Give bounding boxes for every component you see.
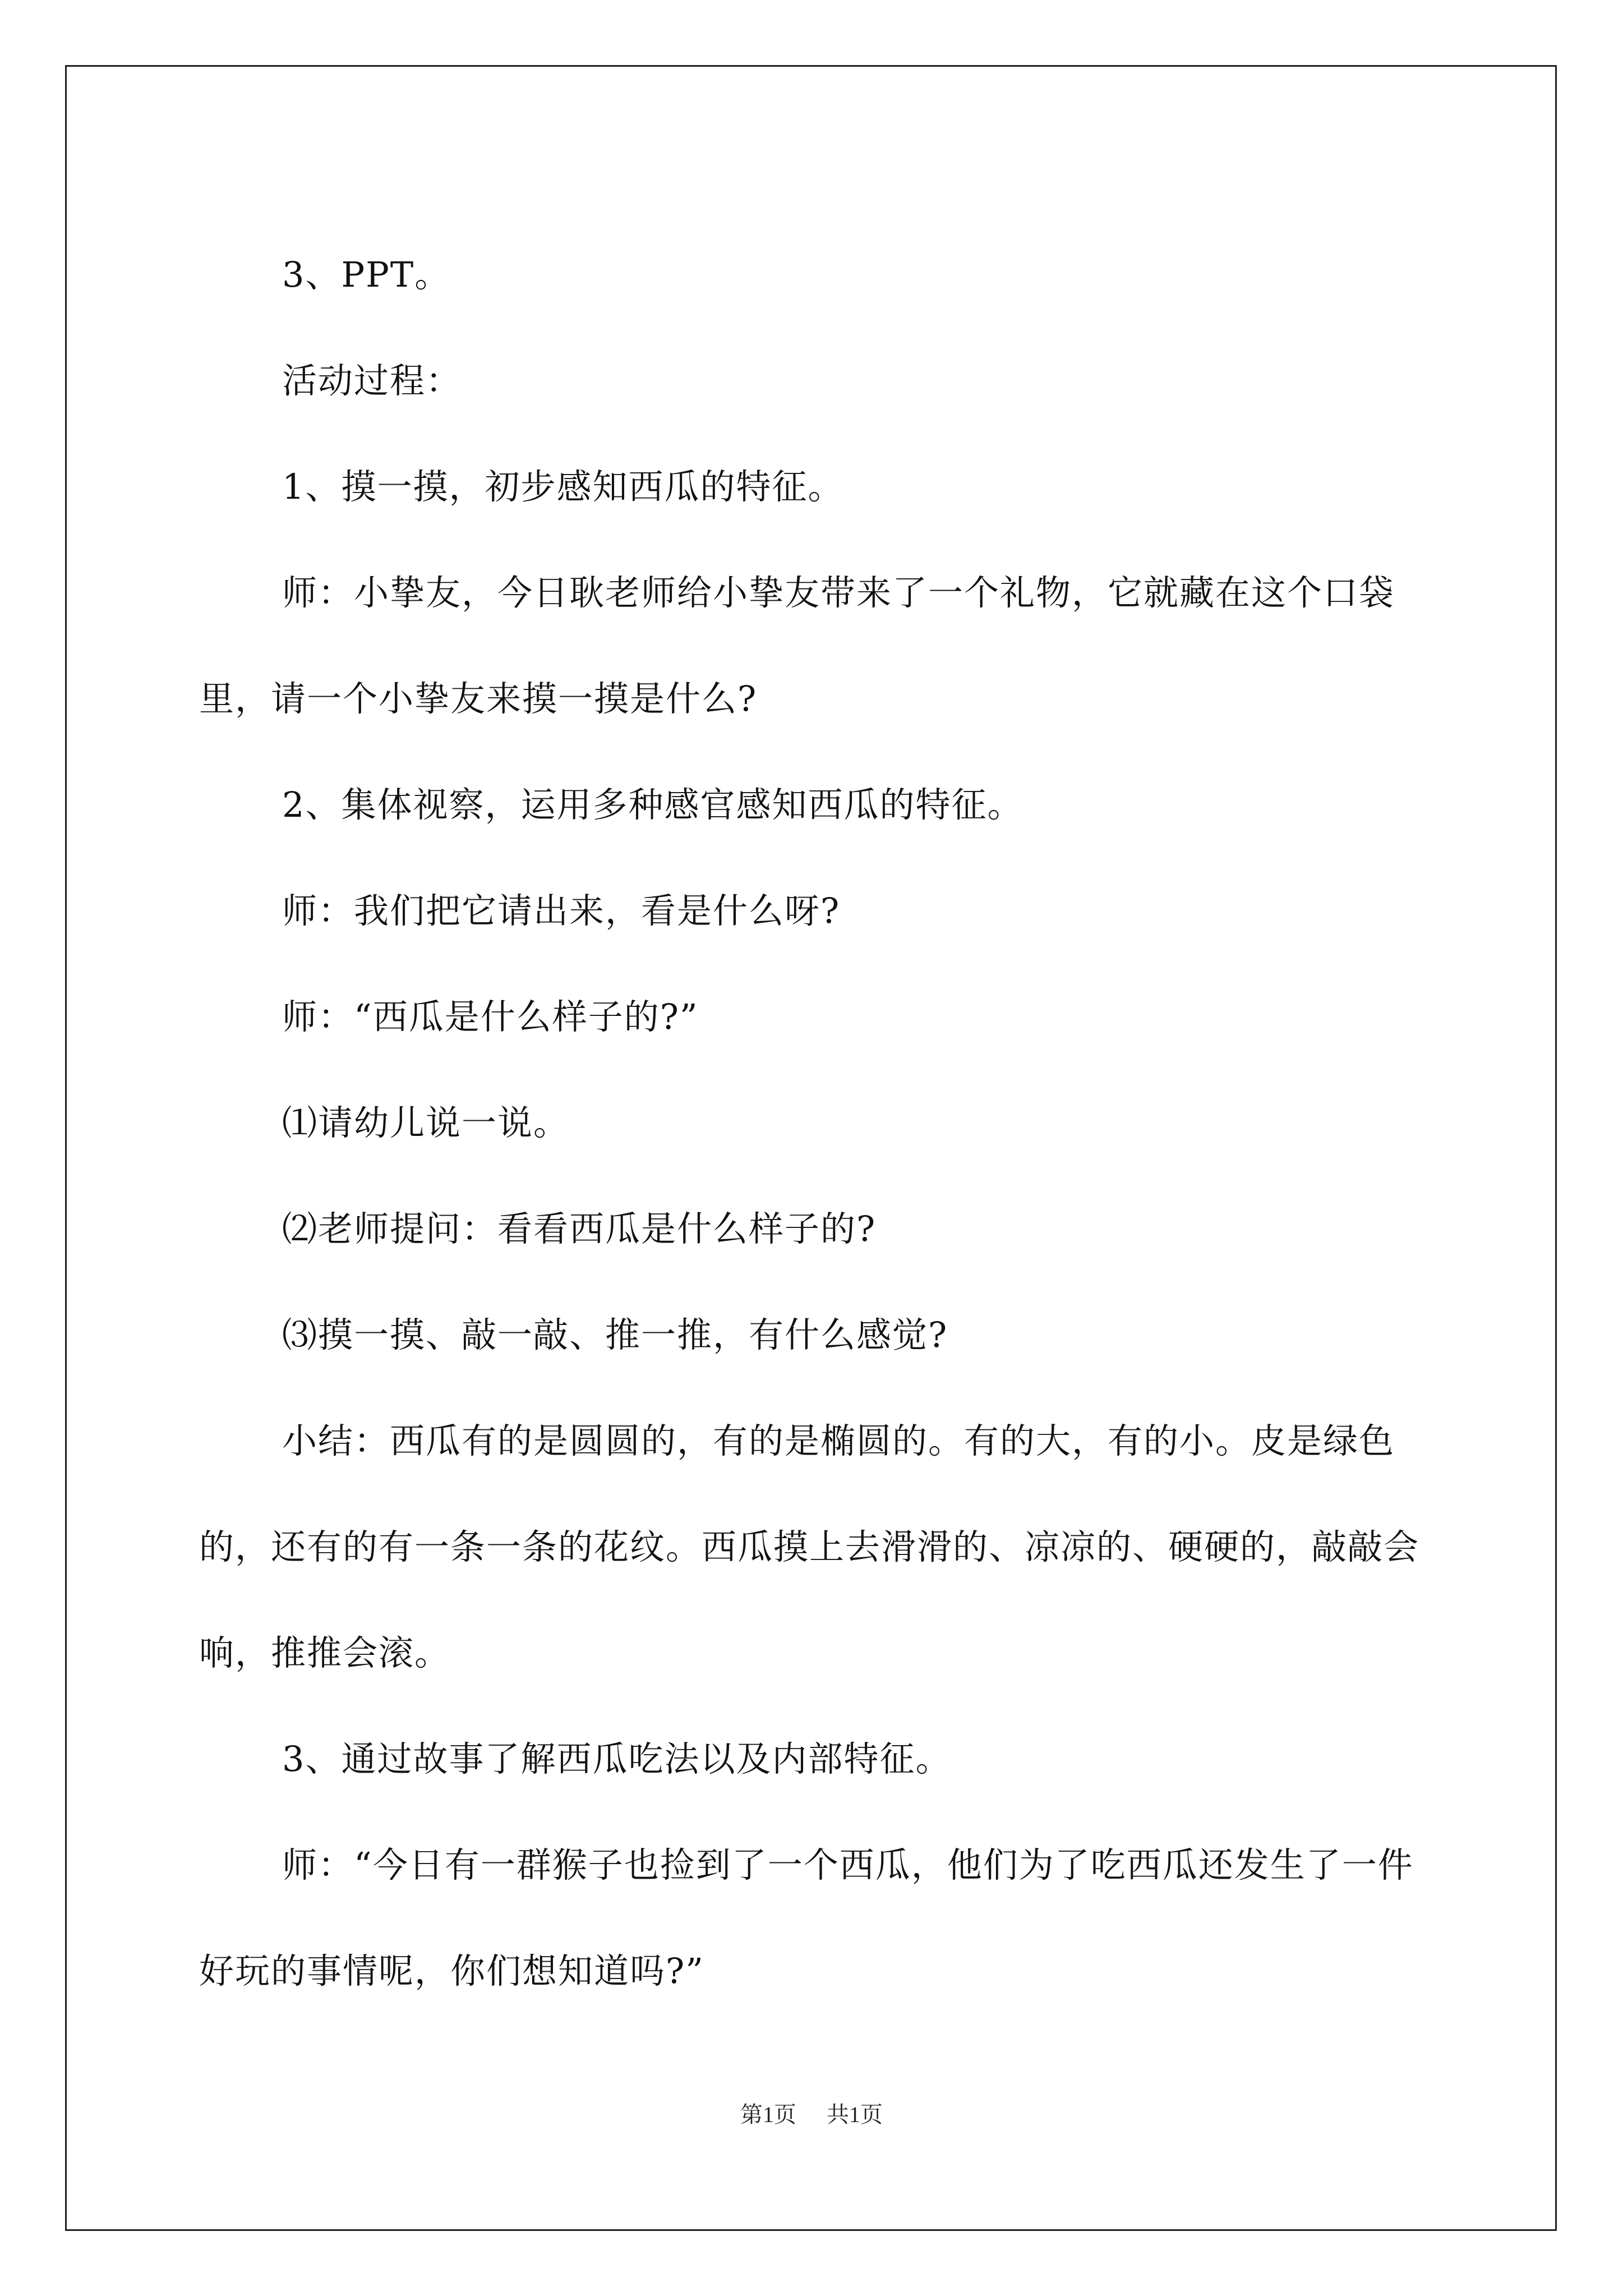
paragraph: 活动过程：: [282, 360, 462, 401]
paragraph: 师：小挚友，今日耿老师给小挚友带来了一个礼物，它就藏在这个口袋里，请一个小挚友来摸一摸是什么?: [199, 572, 1395, 719]
page-number: 第1页: [740, 2102, 796, 2127]
paragraph: 师：我们把它请出来，看是什么呀?: [282, 890, 841, 931]
paragraph: 师：“西瓜是什么样子的?”: [282, 996, 699, 1037]
paragraph: 小结：西瓜有的是圆圆的，有的是椭圆的。有的大，有的小。皮是绿色的，还有的有一条一条的花纹。西瓜摸上去滑滑的、凉凉的、硬硬的，敲敲会响，推推会滚。: [199, 1420, 1420, 1673]
paragraph: 1、摸一摸，初步感知西瓜的特征。: [282, 466, 844, 507]
paragraph: ⑶摸一摸、敲一敲、推一推，有什么感觉?: [282, 1314, 948, 1355]
paragraph: ⑴请幼儿说一说。: [282, 1102, 570, 1143]
paragraph: 师：“今日有一群猴子也捡到了一个西瓜，他们为了吃西瓜还发生了一件好玩的事情呢，你们想知道吗?”: [199, 1844, 1414, 1991]
page-footer: [0, 2097, 1623, 2129]
document-body: [199, 222, 1433, 2024]
paragraph: ⑵老师提问：看看西瓜是什么样子的?: [282, 1208, 877, 1249]
paragraph: 2、集体视察，运用多种感官感知西瓜的特征。: [282, 784, 1023, 825]
paragraph: 3、通过故事了解西瓜吃法以及内部特征。: [282, 1738, 952, 1779]
page-total: 共1页: [827, 2102, 883, 2127]
paragraph: 3、PPT。: [282, 254, 451, 295]
